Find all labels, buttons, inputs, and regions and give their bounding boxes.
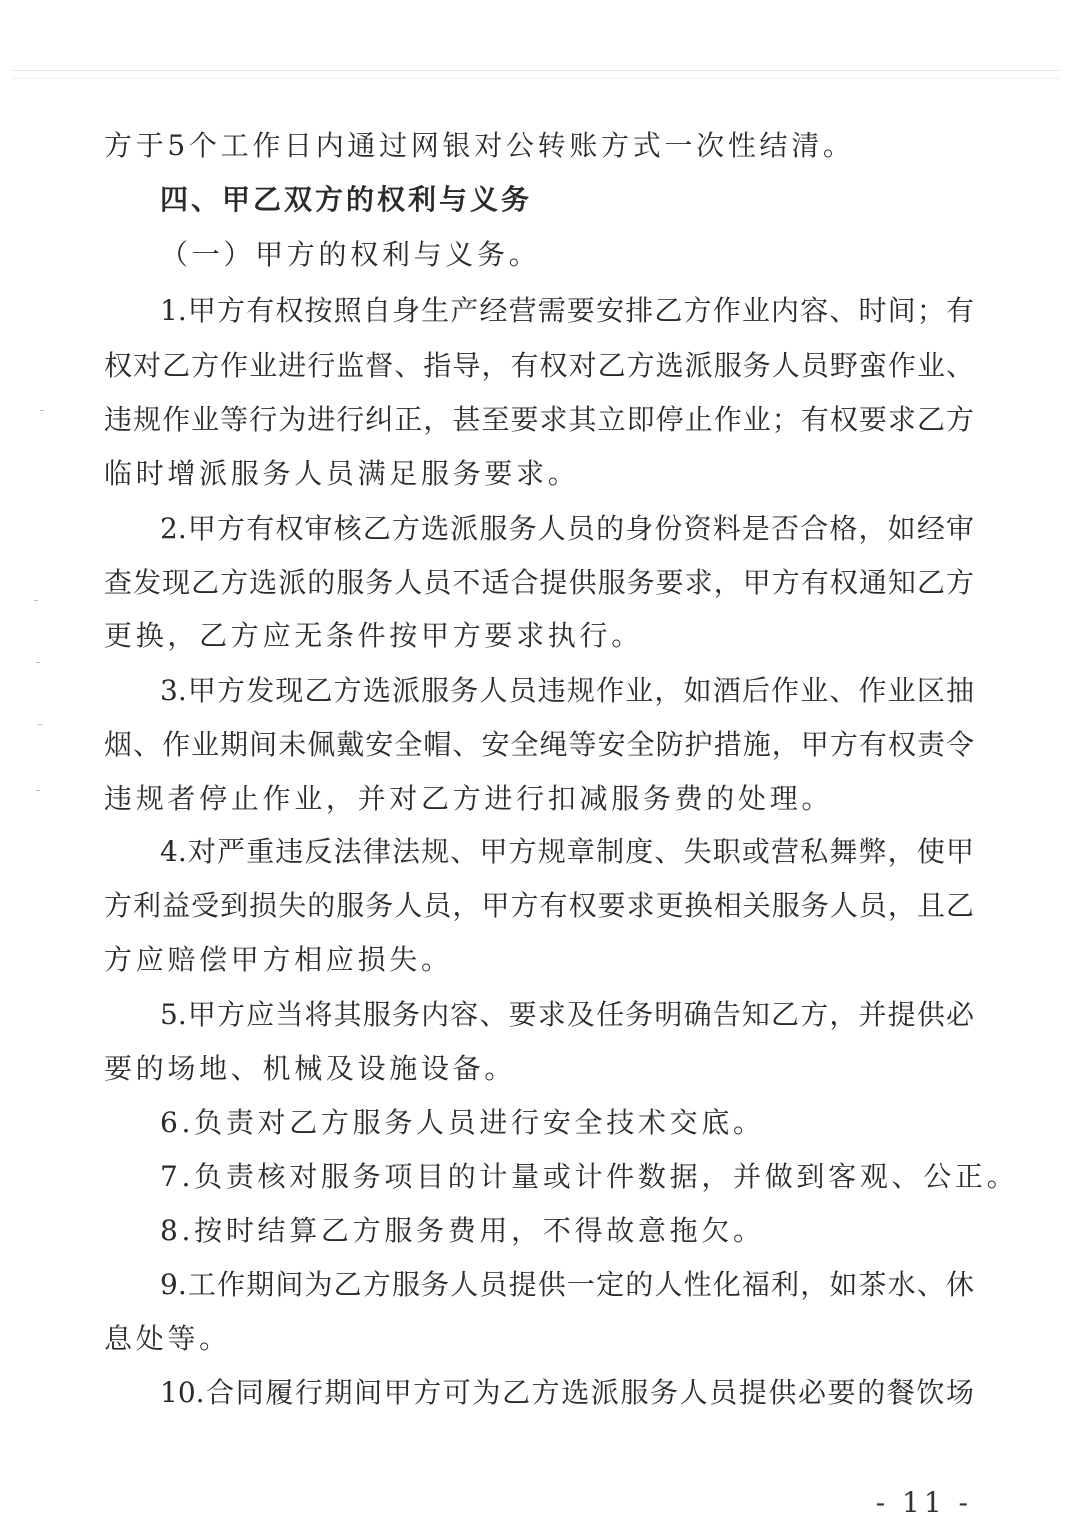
scan-speck [36,790,40,791]
clause-1-line-3: 违规作业等行为进行纠正，甚至要求其立即停止作业；有权要求乙方 [104,403,974,436]
subsection-heading: （一）甲方的权利与义务。 [160,238,541,271]
clause-2-line-1: 2.甲方有权审核乙方选派服务人员的身份资料是否合格，如经审 [160,512,974,545]
page-number: - 11 - [875,1486,972,1519]
clause-1-line-1: 1.甲方有权按照自身生产经营需要安排乙方作业内容、时间；有 [160,294,974,327]
clause-4-line-1: 4.对严重违反法律法规、甲方规章制度、失职或营私舞弊，使甲 [160,835,974,868]
clause-3-line-1: 3.甲方发现乙方选派服务人员违规作业，如酒后作业、作业区抽 [160,674,974,707]
clause-4-line-3: 方应赔偿甲方相应损失。 [104,943,453,976]
clause-9-line-2: 息处等。 [104,1322,231,1355]
top-divider [12,70,1060,71]
clause-4-line-2: 方利益受到损失的服务人员，甲方有权要求更换相关服务人员，且乙 [104,889,974,922]
scan-speck [38,724,42,725]
clause-5-line-2: 要的场地、机械及设施设备。 [104,1052,517,1085]
clause-10-line-1: 10.合同履行期间甲方可为乙方选派服务人员提供必要的餐饮场 [160,1376,974,1409]
clause-1-line-2: 权对乙方作业进行监督、指导，有权对乙方选派服务人员野蛮作业、 [104,349,974,382]
section-heading: 四、甲乙双方的权利与义务 [160,183,533,216]
scan-speck [40,410,44,411]
clause-2-line-2: 查发现乙方选派的服务人员不适合提供服务要求，甲方有权通知乙方 [104,566,974,599]
clause-3-line-2: 烟、作业期间未佩戴安全帽、安全绳等安全防护措施，甲方有权责令 [104,728,974,761]
text-line-1: 方于5个工作日内通过网银对公转账方式一次性结清。 [104,129,855,162]
clause-9-line-1: 9.工作期间为乙方服务人员提供一定的人性化福利，如茶水、休 [160,1268,974,1301]
clause-7: 7.负责核对服务项目的计量或计件数据，并做到客观、公正。 [160,1160,1019,1193]
top-divider-secondary [12,78,1060,79]
scan-speck [36,662,40,663]
clause-3-line-3: 违规者停止作业，并对乙方进行扣减服务费的处理。 [104,782,834,815]
clause-5-line-1: 5.甲方应当将其服务内容、要求及任务明确告知乙方，并提供必 [160,998,974,1031]
clause-2-line-3: 更换，乙方应无条件按甲方要求执行。 [104,619,643,652]
clause-1-line-4: 临时增派服务人员满足服务要求。 [104,457,580,490]
clause-8: 8.按时结算乙方服务费用，不得故意拖欠。 [160,1214,765,1247]
clause-6: 6.负责对乙方服务人员进行安全技术交底。 [160,1106,765,1139]
scan-speck [34,600,38,601]
